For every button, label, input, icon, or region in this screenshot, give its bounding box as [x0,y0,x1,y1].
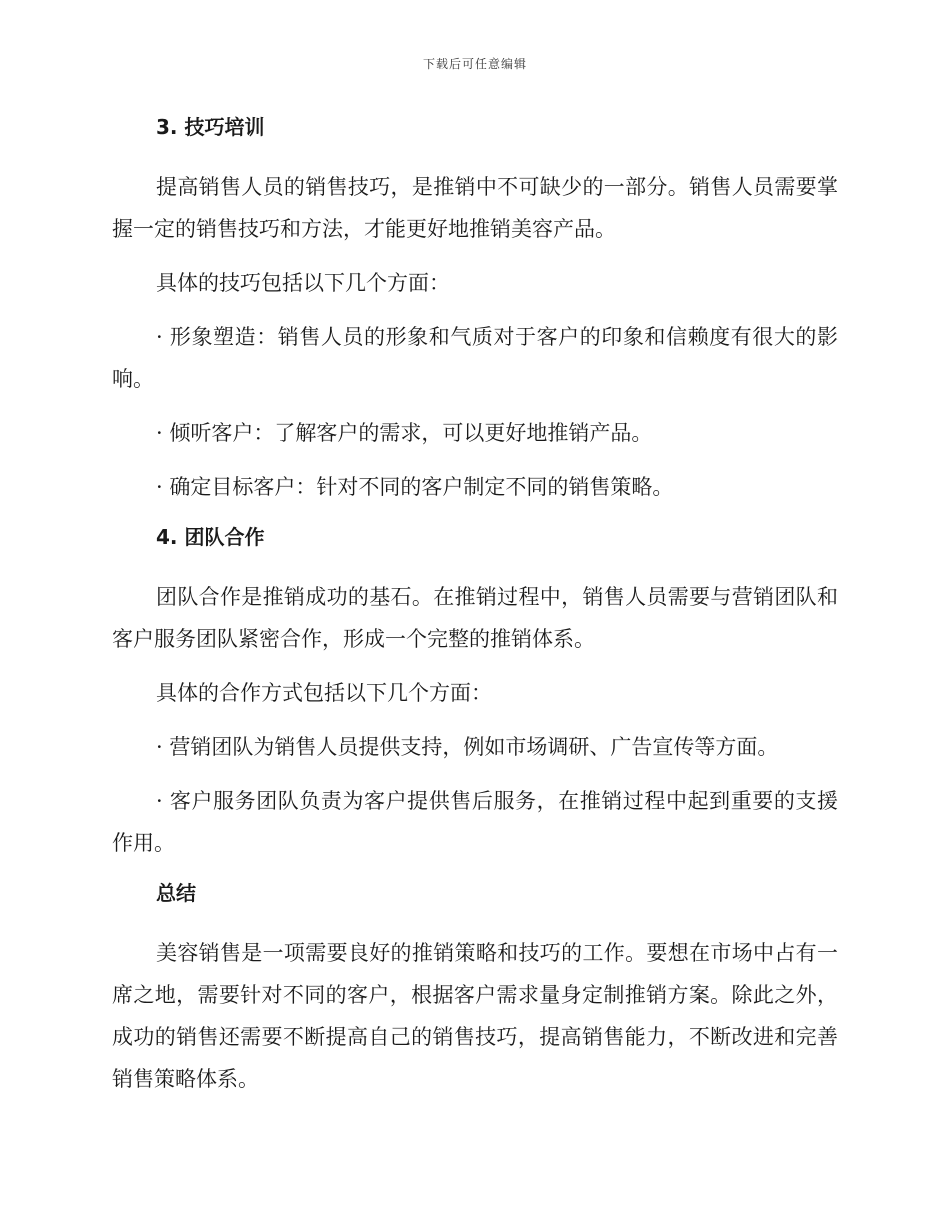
bullet-item: · 倾听客户：了解客户的需求，可以更好地推销产品。 [156,421,653,445]
section-heading: 3. 技巧培训 [156,115,265,139]
section-skills-training [112,110,838,508]
section-summary [112,876,838,1100]
paragraph: 团队合作是推销成功的基石。在推销过程中，销售人员需要与营销团队和客户服务团队紧密合作，形成一个完整的推销体系。 [112,585,838,651]
bullet-item: · 确定目标客户：针对不同的客户制定不同的销售策略。 [156,475,674,499]
bullet-item: · 客户服务团队负责为客户提供售后服务，在推销过程中起到重要的支援作用。 [112,789,838,855]
section-teamwork [112,520,838,864]
section-heading: 4. 团队合作 [156,525,265,549]
paragraph: 美容销售是一项需要良好的推销策略和技巧的工作。要想在市场中占有一席之地，需要针对不同的客户，根据客户需求量身定制推销方案。除此之外，成功的销售还需要不断提高自己的销售技巧，提高销售能力，不断改进和完善销售策略体系。 [112,941,838,1091]
page-header-note: 下载后可任意编辑 [422,57,527,71]
paragraph: 具体的技巧包括以下几个方面： [156,271,450,295]
document-body [112,110,838,1112]
paragraph: 具体的合作方式包括以下几个方面： [156,681,492,705]
paragraph: 提高销售人员的销售技巧，是推销中不可缺少的一部分。销售人员需要掌握一定的销售技巧和方法，才能更好地推销美容产品。 [112,175,838,241]
bullet-item: · 营销团队为销售人员提供支持，例如市场调研、广告宣传等方面。 [156,735,779,759]
section-heading: 总结 [156,881,196,905]
bullet-item: · 形象塑造：销售人员的形象和气质对于客户的印象和信赖度有很大的影响。 [112,325,838,391]
